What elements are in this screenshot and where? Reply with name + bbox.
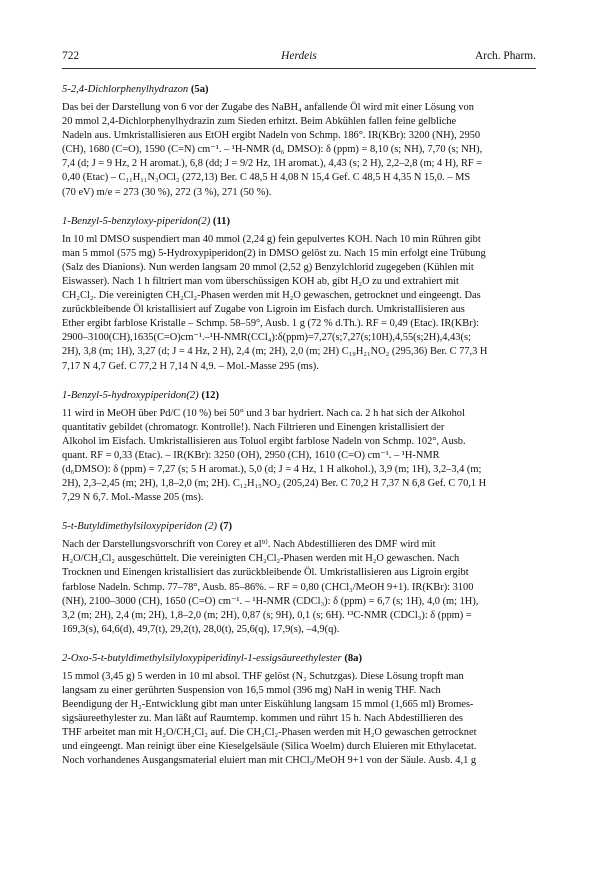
- text-line: 20 mmol 2,4-Dichlorphenylhydrazin zum Sieden erhitzt. Beim Abkühlen fallen feine gelbliche: [62, 116, 457, 128]
- section-text: [62, 233, 536, 374]
- text-line: (CH), 1680 (C=O), 1590 (C=N) cm⁻¹. – ¹H-NMR (d₆ DMSO): δ (ppm) = 8,10 (s; NH), 7,70 (s; NH),: [62, 144, 483, 156]
- text-line: 169,3(s), 64,6(d), 49,7(t), 29,2(t), 28,0(t), 25,6(q), 17,9(s), –4,9(q).: [62, 623, 340, 635]
- section-text: [62, 101, 536, 200]
- compound-number: (12): [201, 389, 220, 401]
- text-line: Nach der Darstellungsvorschrift von Corey et al⁹⁾. Nach Abdestillieren des DMF wird mit: [62, 539, 436, 551]
- article-body: [62, 82, 536, 783]
- text-line: 2H), 3,8 (m; 1H), 3,27 (d; J = 4 Hz, 2 H), 2,4 (m; 2H), 2,0 (m; 2H) C₁₉H₂₁NO₂ (295,36) Ber. C 77,3 H: [62, 346, 488, 358]
- text-line: Das bei der Darstellung von 6 vor der Zugabe des NaBH₄ anfallende Öl wird mit einer Lösung von: [62, 102, 474, 113]
- section-text: [62, 670, 536, 769]
- section-title: [62, 388, 536, 403]
- text-line: 2900–3100(CH),1635(C=O)cm⁻¹.–¹H-NMR(CCl₄):δ(ppm)=7,27(s;7,27(s;10H),4,55(s;2H),4,43(s;: [62, 332, 471, 344]
- page-header: [62, 50, 536, 68]
- text-line: farblose Nadeln. Schmp. 77–78°, Ausb. 85–86%. – RF = 0,80 (CHCl₃/MeOH 9+1). IR(KBr): 3100: [62, 581, 474, 593]
- text-line: 7,29 N 6,7. Mol.-Masse 205 (ms).: [62, 492, 204, 504]
- text-line: langsam zu einer gerührten Suspension von 16,5 mmol (396 mg) NaH in wenig THF. Nach: [62, 685, 441, 696]
- running-author: Herdeis: [281, 50, 317, 62]
- compound-name: 2-Oxo-5-t-butyldimethylsilyloxypiperidinyl-1-essigsäureethylester: [62, 652, 342, 664]
- section-dichlorphenylhydrazon: [62, 82, 536, 200]
- text-line: Trocknen und Einengen kristallisiert das zurückbleibende Öl. Umkristallisieren aus Ligroin ergibt: [62, 567, 469, 579]
- text-line: (d₆DMSO): δ (ppm) = 7,27 (s; 5 H aromat.), 5,0 (d; J = 4 Hz, 1 H alkohol.), 3,9 (m; 1H), 3,2–3,4 (m;: [62, 463, 482, 475]
- section-essigsaeureethylester: [62, 651, 536, 769]
- compound-name: 5-2,4-Dichlorphenylhydrazon: [62, 84, 189, 95]
- text-line: (70 eV) m/e = 273 (30 %), 272 (3 %), 271 (50 %).: [62, 186, 272, 198]
- section-title: [62, 519, 536, 534]
- text-line: 3,2 (m; 2H), 2,4 (m; 2H), 1,8–2,0 (m; 2H), 0,87 (s; 9H), 0,1 (s; 6H). ¹³C-NMR (CDCl₃): δ (ppm) =: [62, 609, 472, 621]
- text-line: (NH), 2100–3000 (CH), 1650 (C=O) cm⁻¹. – ¹H-NMR (CDCl₃): δ (ppm) = 6,7 (s; 1H), 4,0 (m; 1H),: [62, 595, 479, 607]
- text-line: Eiswasser). Nach 1 h filtriert man vom überschüssigen KOH ab, gibt H₂O zu und extrahiert mit: [62, 275, 459, 287]
- page-number: 722: [62, 50, 80, 62]
- section-title: [62, 82, 536, 97]
- compound-number: (11): [212, 215, 230, 227]
- header-rule: [62, 68, 536, 69]
- text-line: CH₂Cl₂. Die vereinigten CH₂Cl₂-Phasen werden mit H₂O gewaschen, getrocknet und eingeengt. Das: [62, 290, 481, 302]
- journal-name: Arch. Pharm.: [474, 50, 536, 62]
- text-line: 7,4 (d; J = 9 Hz, 2 H aromat.), 6,8 (dd; J = 9/2 Hz, 1H aromat.), 4,43 (s; 2 H), 2,2–2,8 (m; 4 H), RF =: [62, 158, 483, 170]
- text-line: 2H), 2,3–2,45 (m; 2H), 1,8–2,0 (m; 2H). C₁₂H₁₅NO₂ (205,24) Ber. C 70,2 H 7,37 N 6,8 Gef. C 70,1 H: [62, 478, 487, 490]
- text-line: (Salz des Dianions). Nun werden langsam 20 mmol (2,52 g) Benzylchlorid zugegeben (Kühlen mit: [62, 261, 474, 273]
- compound-name: 1-Benzyl-5-hydroxypiperidon(2): [62, 389, 199, 401]
- section-benzyl-hydroxypiperidon: [62, 388, 536, 506]
- text-line: Nadeln aus. Umkristallisieren aus EtOH ergibt Nadeln von Schmp. 186°. IR(KBr): 3200 (NH), 2950: [62, 130, 481, 142]
- compound-name: 5-t-Butyldimethylsiloxypiperidon (2): [62, 521, 218, 533]
- text-line: 15 mmol (3,45 g) 5 werden in 10 ml absol. THF gelöst (N₂ Schutzgas). Diese Lösung tropft man: [62, 670, 464, 682]
- text-line: THF arbeitet man mit H₂O/CH₂Cl₂ auf. Die CH₂Cl₂-Phasen werden mit H₂O gewaschen getrocknet: [62, 727, 477, 739]
- text-line: Beendigung der H₂-Entwicklung gibt man unter Eiskühlung langsam 15 mmol (1,665 ml) Bromes-: [62, 699, 474, 711]
- compound-number: (8a): [344, 652, 362, 664]
- text-line: 7,17 N 4,7 Gef. C 77,2 H 7,14 N 4,9. – Mol.-Masse 295 (ms).: [62, 360, 319, 372]
- text-line: Noch vorhandenes Ausgangsmaterial eluiert man mit CHCl₃/MeOH 9+1 von der Säule. Ausb. 4,1 g: [62, 755, 477, 767]
- text-line: zurückbleibende Öl kristallisiert auf Zugabe von Ligroin im Eisfach durch. Umkristallisieren aus: [62, 304, 465, 316]
- compound-number: (7): [219, 521, 233, 533]
- text-line: man 5 mmol (575 mg) 5-Hydroxypiperidon(2) in DMSO gelöst zu. Nach 15 min erfolgt eine Trübung: [62, 247, 486, 259]
- section-butyldimethylsiloxypiperidon: [62, 519, 536, 637]
- text-line: Alkohol im Eisfach. Umkristallisieren aus Toluol ergibt farblose Nadeln von Schmp. 102°, Ausb.: [62, 435, 466, 447]
- section-title: [62, 214, 536, 229]
- section-text: [62, 407, 536, 506]
- text-line: H₂O/CH₂Cl₂ ausgeschüttelt. Die vereinigten CH₂Cl₂-Phasen werden mit H₂O gewaschen. Nach: [62, 553, 460, 565]
- section-text: [62, 538, 536, 637]
- compound-name: 1-Benzyl-5-benzyloxy-piperidon(2): [62, 215, 211, 227]
- text-line: 11 wird in MeOH über Pd/C (10 %) bei 50° und 3 bar hydriert. Nach ca. 2 h hat sich der Alkohol: [62, 407, 465, 419]
- text-line: und eingeengt. Man reinigt über eine Kieselgelsäule (Silica Woelm) durch Eluieren mit Ethylacetat.: [62, 741, 477, 753]
- text-line: Ether ergibt farblose Kristalle – Schmp. 58–59°, Ausb. 1 g (72 % d.Th.). RF = 0,49 (Etac). IR(KBr):: [62, 318, 480, 330]
- section-benzyl-benzyloxy-piperidon: [62, 214, 536, 374]
- text-line: quant. RF = 0,33 (Etac). – IR(KBr): 3250 (OH), 2950 (CH), 1610 (C=O) cm⁻¹. – ¹H-NMR: [62, 449, 440, 461]
- text-line: 0,40 (Etac) – C₁₁H₁₁N₃OCl₂ (272,13) Ber. C 48,5 H 4,08 N 15,4 Gef. C 48,5 H 4,35 N 15,0. – MS: [62, 172, 471, 184]
- section-title: [62, 651, 536, 666]
- text-line: quantitativ gebildet (chromatogr. Kontrolle!). Nach Filtrieren und Einengen kristallisiert der: [62, 421, 445, 433]
- compound-number: (5a): [190, 84, 209, 95]
- text-line: In 10 ml DMSO suspendiert man 40 mmol (2,24 g) fein gepulvertes KOH. Nach 10 min Rühren gibt: [62, 233, 481, 245]
- text-line: sigsäureethylester zu. Man läßt auf Raumtemp. kommen und rührt 15 h. Nach Abdestillieren des: [62, 713, 464, 725]
